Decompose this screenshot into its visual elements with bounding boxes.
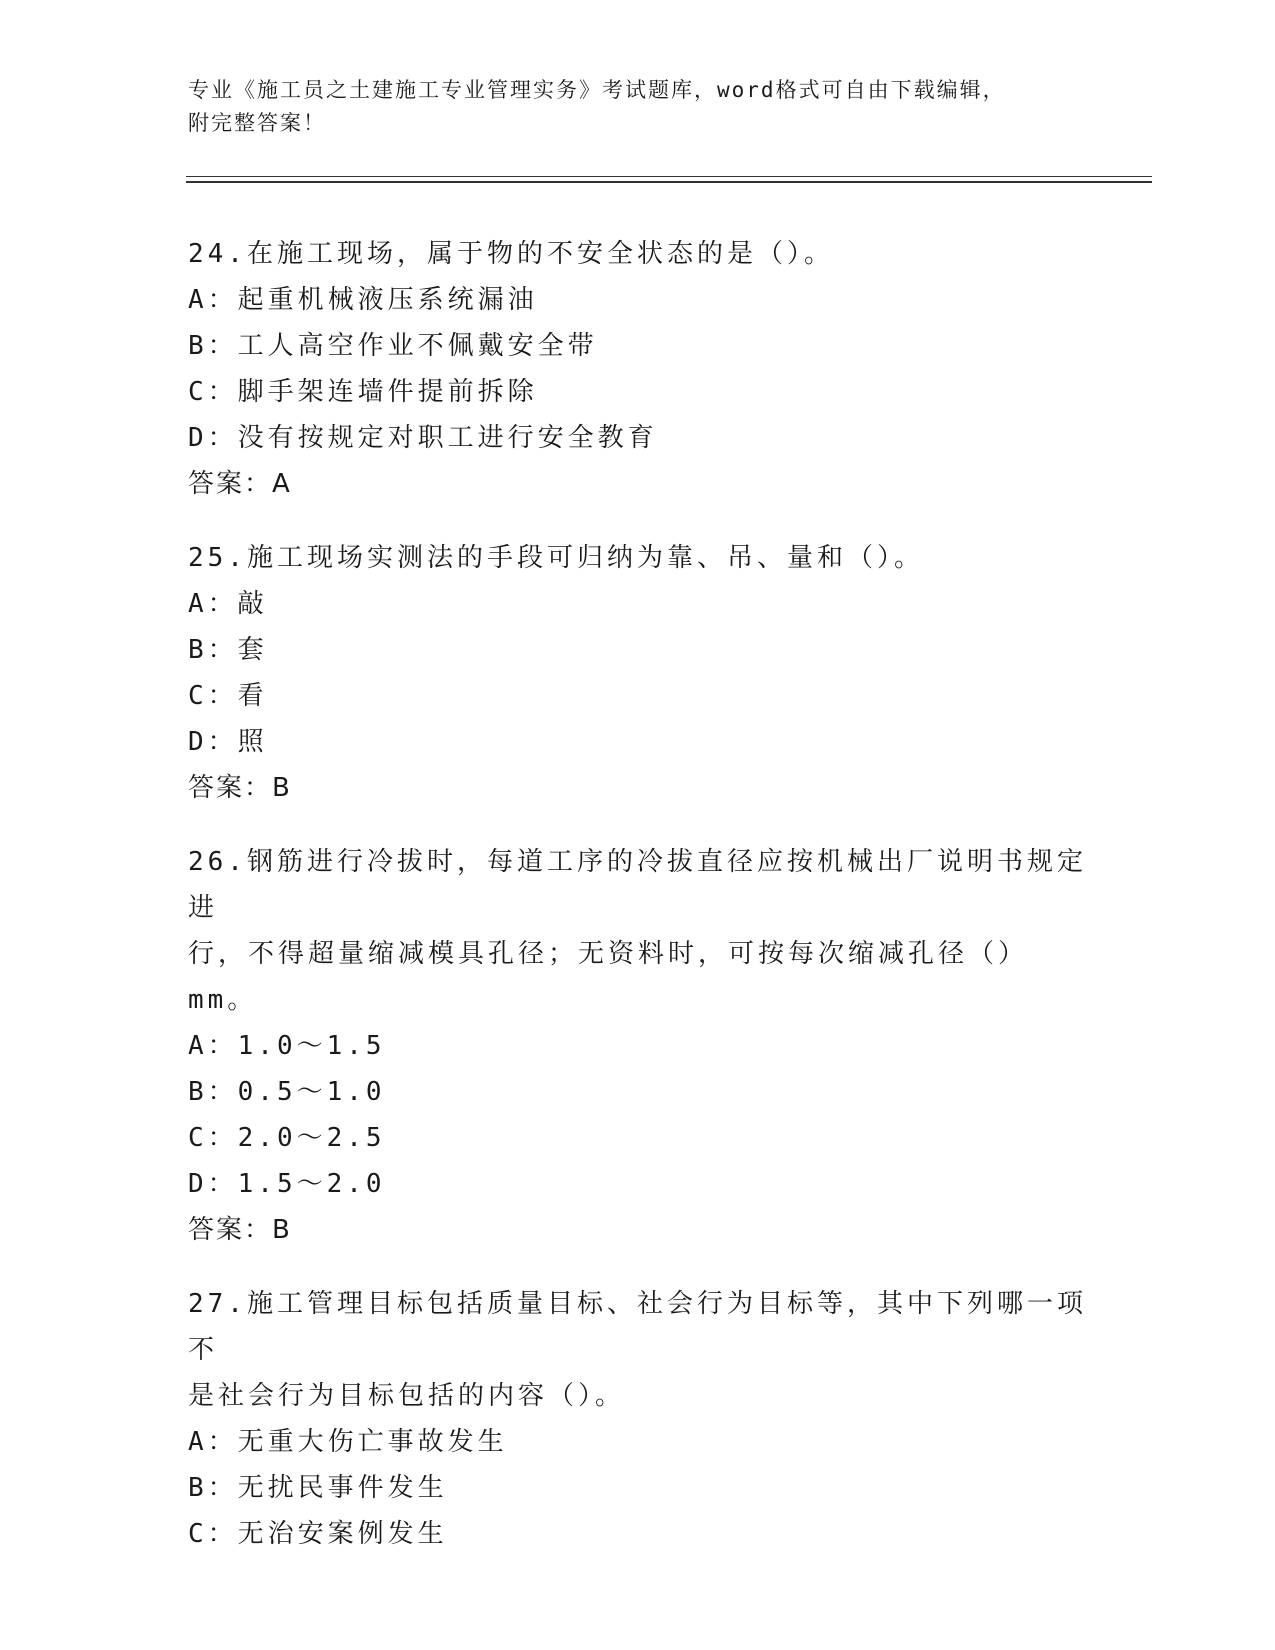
document-header (188, 74, 1088, 140)
option-a: A：起重机械液压系统漏油 (188, 285, 538, 315)
header-divider-thick (186, 181, 1152, 183)
option-a: A：1.0～1.5 (188, 1031, 386, 1061)
option-d: D：1.5～2.0 (188, 1169, 386, 1199)
option-b: B：套 (188, 635, 268, 665)
option-a: A：无重大伤亡事故发生 (188, 1427, 508, 1457)
question-stem: 24.在施工现场，属于物的不安全状态的是（）。 (188, 239, 834, 269)
answer-line: 答案：B (188, 773, 292, 803)
question-stem-line-1: 26.钢筋进行冷拔时，每道工序的冷拔直径应按机械出厂说明书规定进 (188, 847, 1087, 923)
answer-line: 答案：B (188, 1215, 292, 1245)
option-b: B：0.5～1.0 (188, 1077, 386, 1107)
question-stem-line-1: 27.施工管理目标包括质量目标、社会行为目标等，其中下列哪一项不 (188, 1289, 1087, 1365)
option-c: C：看 (188, 681, 268, 711)
option-c: C：脚手架连墙件提前拆除 (188, 377, 538, 407)
question-24 (188, 231, 1088, 507)
option-b: B：工人高空作业不佩戴安全带 (188, 331, 598, 361)
header-divider-thin (186, 176, 1152, 177)
question-stem-line-2: 是社会行为目标包括的内容（）。 (188, 1381, 626, 1411)
header-line-2: 附完整答案！ (188, 111, 326, 135)
option-d: D：照 (188, 727, 268, 757)
question-list (188, 231, 1088, 1585)
answer-line: 答案：A (188, 469, 292, 499)
option-c: C：无治安案例发生 (188, 1519, 448, 1549)
question-27 (188, 1281, 1088, 1557)
option-d: D：没有按规定对职工进行安全教育 (188, 423, 658, 453)
option-c: C：2.0～2.5 (188, 1123, 386, 1153)
question-26 (188, 839, 1088, 1253)
question-stem-line-2: 行，不得超量缩减模具孔径；无资料时，可按每次缩减孔径（）mm。 (188, 939, 1029, 1015)
question-25 (188, 535, 1088, 811)
option-b: B：无扰民事件发生 (188, 1473, 448, 1503)
question-stem: 25.施工现场实测法的手段可归纳为靠、吊、量和（）。 (188, 543, 924, 573)
header-line-1: 专业《施工员之土建施工专业管理实务》考试题库，word格式可自由下载编辑， (188, 78, 1006, 102)
option-a: A：敲 (188, 589, 268, 619)
